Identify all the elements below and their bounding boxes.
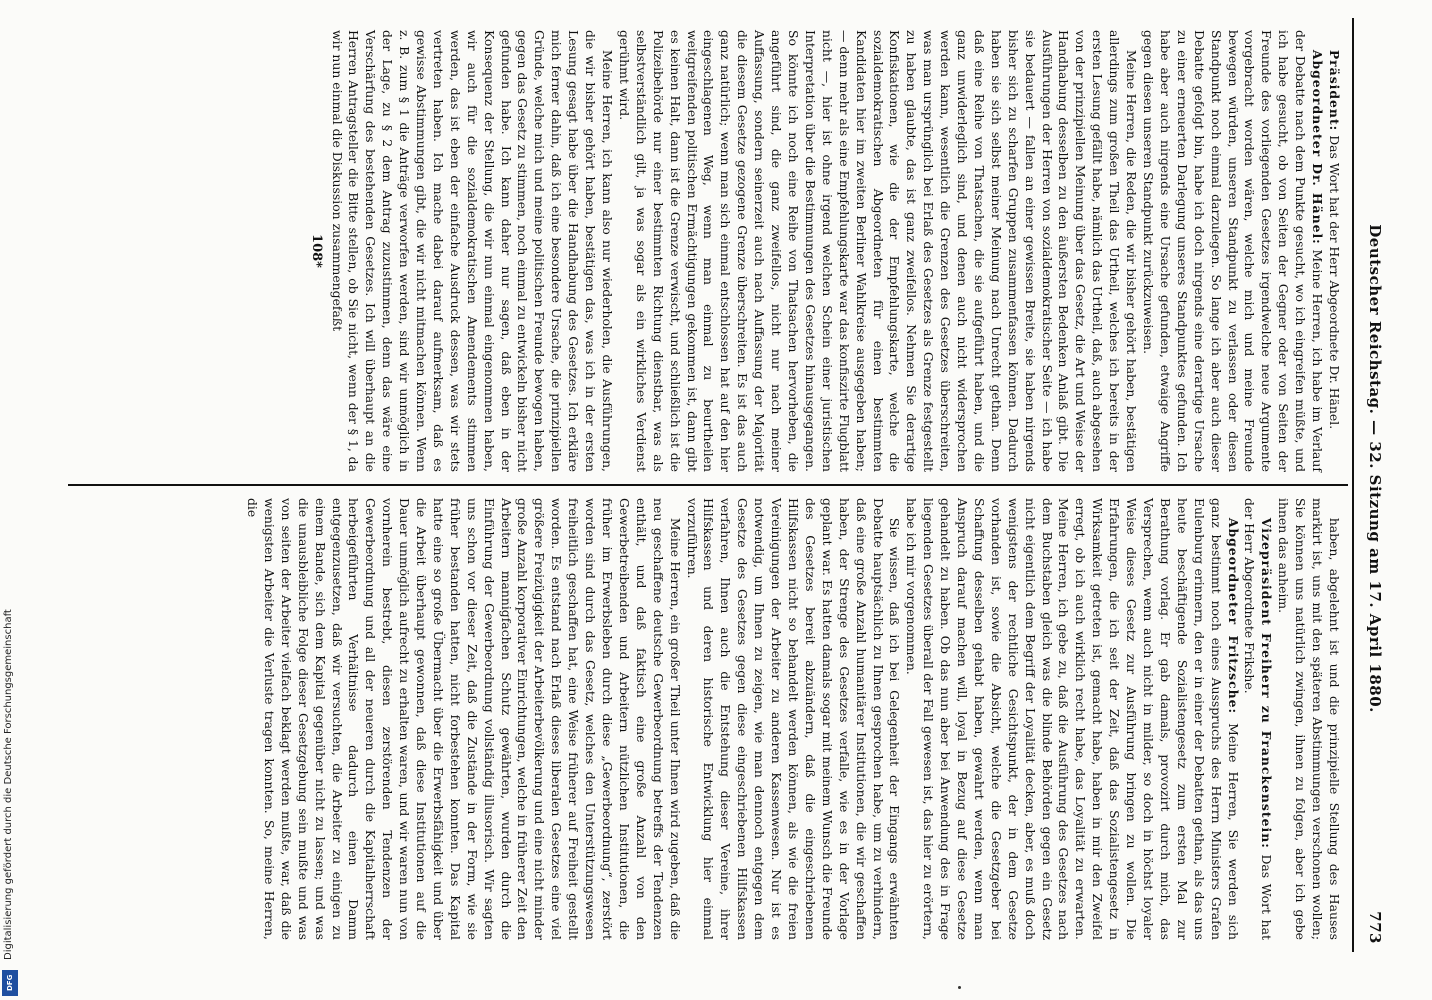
text-columns — [68, 18, 1348, 952]
paragraph — [1325, 30, 1342, 472]
paragraph-text: Meine Herren, die Reden, die wir bisher gehört haben, bestätigen allerdings zum großen Theil das Urtheil, welches ich bereits in der ersten Lesung gefällt habe, nämlich das Urtheil, daß, auch abgesehen von der prinzipiellen Meinung über das Gesetz, die Art und Weise der Handhabung desselben zu den äußersten Bedenken Anlaß gibt. Die Ausführungen der Herren von sozialdemokratischer Seite — ich habe sie bedauert — fallen an einer gewissen Breite, sie haben nirgends bisher sich zu scharfen Gruppen zusammenfassen können. Dadurch haben sie sich selbst meiner Meinung nach Unrecht gethan. Denn daß eine Reihe von Thatsachen, die sie aufgeführt haben, und die ganz unwiderleglich sind, und denen auch nicht widersprochen werden kann, wesentlich die Grenzen des Gesetzes überschreiten, was man ursprünglich bei Erlaß des Gesetzes als Grenze festgestellt zu haben glaubte, das ist ganz zweifellos. Nehmen Sie derartige Konfiskationen, wie die der Empfehlungskarte, welche die sozialdemokratischen Abgeordneten für einen bestimmten Kandidaten hier im zweiten Berliner Wahlkreise ausgegeben haben; — denn mehr als eine Empfehlungskarte war das konfiszirte Flugblatt nicht —, hier ist ohne irgend welchen Schein einer juristischen Interpretation über die Bestimmungen des Gesetzes hinausgegangen. So könnte ich noch eine Reihe von Thatsachen hervorheben, die angeführt sind, die ganz zweifellos, nicht nur nach meiner Auffassung, sondern seinerzeit auch nach Auffassung der Majorität die diesem Gesetze gezogene Grenze überschreiten. Es ist das auch ganz natürlich; wenn man sich einmal entschlossen hat auf den hier eingeschlagenen Weg, wenn man einmal zu beurtheilen weitgreifenden politischen Ermächtigungen gekommen ist, dann gibt es keinen Halt, dann ist die Grenze verwischt, und schließlich ist die Polizeibehörde nur einer bestimmten Richtung dienstbar, was als selbstverständlich gilt, ja was sogar als ein wirkliches Verdienst gerühmt wird. — [616, 30, 1140, 472]
paragraph — [683, 498, 903, 940]
signature-mark: 108* — [308, 234, 324, 268]
paragraph — [615, 30, 1139, 472]
digitization-credit — [0, 0, 22, 1000]
paragraph — [902, 498, 1240, 940]
scan-speck — [958, 986, 961, 989]
paragraph-text: Meine Herren, ich kann also nur wiederholen, die Ausführungen, die wir bisher gehört haben, bestätigen das, was ich in der ersten Lesung gesagt habe über die Handhabung des Gesetzes. Ich erkläre mich ferner dahin, daß ich eine besondere Ursache, die prinzipiellen Gründe, welche mich und meine politischen Freunde bewogen haben, gegen das Gesetz zu stimmen, noch einmal zu entwickeln bisher nicht gefunden habe. Ich kann daher nur sagen, daß eben in der Konsequenz der Stellung, die wir nun einmal eingenommen haben, wir auch für die sozialdemokratischen Amendements stimmen werden, das ist eben der einfache Ausdruck dessen, was wir stets vertreten haben. Ich mache dabei darauf aufmerksam, daß es gewisse Abstimmungen gibt, die wir nicht mitmachen können. Wenn z. B. zum § 1 die Anträge verworfen werden, sind wir unmöglich in der Lage, zu § 2 dem Antrag zuzustimmen, denn das wäre eine Verschärfung des bestehenden Gesetzes. Ich will überhaupt an die Herren Antragsteller die Bitte stellen, ob Sie nicht, wenn der § 1, da wir nun einmal die Diskussion zusammengefaßt — [329, 30, 616, 472]
paragraph-text: Meine Herren, ich habe im Verlauf der Debatte nach dem Punkte gesucht, wo ich eingreifen müßte, und ich habe gesucht, ob von Seiten der Gegner oder von Seiten der Freunde des vorliegenden Gesetzes irgendwelche neue Argumente vorgebracht worden wären, welche mich und meine Freunde bewegen würden, unseren Standpunkt zu verlassen oder diesen Standpunkt noch einmal darzulegen. So lange ich aber auch dieser Debatte gefolgt bin, habe ich doch nirgends eine derartige Ursache zu einer erneuerten Darlegung unseres Standpunktes gefunden. Ich habe aber auch nirgends eine Ursache gefunden, etwaige Angriffe gegen diesen unseren Standpunkt zurückzuweisen. — [1141, 30, 1326, 472]
paragraph-text: Meine Herren, Sie werden sich ganz bestimmt noch eines Ausspruchs des Herrn Ministers Grafen Eulenburg erinnern, den er in einer der Debatten gethan, als das uns heute beschäftigende Sozialistengesetz zum ersten Mal zur Berathung vorlag. Er gab damals, provozirt durch mich, das Versprechen, wenn auch nicht in milder, so doch in höchst loyaler Weise dieses Gesetz zur Ausführung bringen zu wollen. Die Erfahrungen, die ich seit der Zeit, daß das Sozialistengesetz in Wirksamkeit getreten ist, gemacht habe, haben in mir den Zweifel erregt, ob ich auch wirklich recht habe, das Loyalität zu erwarten. Meine Herren, ich gebe zu, daß die Ausführung des Gesetzes nach dem Buchstaben gleich was die blinde Behörden gegen ein Gesetz nicht eigentlich dem Begriff der Loyalität decken, aber, es muß doch wenigstens der rechtliche Gesichtspunkt, der in dem Gesetze vorhanden ist, sowie die Absicht, welche die Gesetzgeber bei Schaffung desselben gehabt haben, gewahrt werden, wenn man Anspruch darauf machen will, loyal in Bezug auf diese Gesetze gehandelt zu haben. Ob das nun aber bei Anwendung des in Frage liegenden Gesetzes überall der Fall gewesen ist, das hier zu erörtern, habe ich mir vorgenommen. — [904, 498, 1241, 940]
paragraph — [1241, 498, 1275, 940]
column-right — [68, 486, 1348, 952]
paragraph-text: haben, abgelehnt ist und die prinzipielle Stellung des Hauses markirt ist, uns mit den späteren Abstimmungen verschonen wollen; Sie können uns natürlich zwingen, ihnen zu folgen, aber ich gebe ihnen das anheim. — [1276, 498, 1342, 940]
speaker-label: Abgeordneter Fritzsche: — [1225, 517, 1241, 715]
header-rule — [1352, 18, 1354, 952]
digitization-credit-text: Digitalisierung gefördert durch die Deutsche Forschungsgemeinschaft — [3, 609, 14, 960]
running-head — [1360, 18, 1384, 952]
speaker-label: Abgeordneter Dr. Hänel: — [1310, 49, 1326, 245]
paragraph-text: Meine Herren, ein großer Theil unter Ihnen wird zugeben, daß die neu geschaffene deutsche Gewerbeordnung betreffs der Tendenzen enthält, und daß faktisch eine große Anzahl von den Gewerbetreibenden und Arbeitern nützlichen Institutionen, die früher im Erwerbsleben durch diese „Gewerbeordnung“, zerstört worden sind durch das Gesetz, welches den Unterstützungswesen freiheitlich geschaffen hat, eine Weise früherer auf Freiheit gestellt worden. Es entstand nach Erlaß dieses liberalen Gesetzes eine viel größere Freizügigkeit der Arbeiterbevölkerung und eine nicht minder große Anzahl korporativer Einrichtungen, welche in früherer Zeit den Arbeitern mannigfachen Schutz gewährten, wurden durch die Einführung der Gewerbeordnung vollständig illusorisch. Wir sagten uns schon vor dieser Zeit, daß die Zustände in der Form, wie sie früher bestanden hatten, nicht forbestehen konnten. Das Kapital hatte eine so große Übermacht über die Erwerbsfähigkeit und über die Arbeit überhaupt gewonnen, daß diese Institutionen auf die Dauer unmöglich aufrecht zu erhalten waren, und wir waren nun von vornherein bestrebt, diesen zerstörenden Tendenzen der Gewerbeordnung und all der neueren durch die Kapitalherrschaft herbeigeführten Verhältnisse dadurch einen Damm entgegenzusetzen, daß wir versuchten, die Arbeiter zu einigen zu einem Bande, sich dem Kapital gegenüber nicht zu lassen; und was die unausbleibliche Folge dieser Gesetzgebung sein mußte und was von seiten der Arbeiter vielfach beklagt werden mußte, war, daß die wenigsten Arbeiter die Verluste tragen konnten. So, meine Herren, die — [245, 498, 683, 940]
paragraph — [328, 30, 615, 472]
rotated-page — [58, 0, 1398, 1000]
paragraph — [1274, 498, 1342, 940]
paragraph-text: Das Wort hat der Herr Abgeordnete Frikshe. — [1242, 498, 1275, 940]
page-number: 773 — [1366, 911, 1384, 944]
dfg-logo: DFG — [2, 970, 18, 996]
paragraph-text: Sie wissen, daß ich bei Gelegenheit der Eingangs erwähnten Debatte hauptsächlich zu Ihnen gesprochen habe, um zu verhindern, daß eine große Anzahl humanitärer Institutionen, die wir geschaffen haben, der Strenge des Gesetzes verfalle, wie es in der Vorlage geplant war. Es hatten damals sogar mit meinem Wunsch die Freunde des Gesetzes bereit abzuändern, daß die eingeschriebenen Hilfskassen nicht so behandelt werden können, als wie die freien Vereinigungen der Arbeiter zu anderen Kassenwesen. Nur ist es notwendig, um Ihnen zu zeigen, wie man dennoch entgegen dem Gesetze des Gesetzes gegen diese eingeschriebenen Hilfskassen verfahren, Ihnen auch die Entstehung dieser Vereine, ihrer Hilfskassen und deren historische Entwicklung hier einmal vorzuführen. — [684, 498, 903, 940]
running-head-title: Deutscher Reichstag. — 32. Sitzung am 17. April 1880. — [1366, 224, 1384, 713]
speaker-label: Präsident: — [1327, 49, 1342, 132]
paragraph — [1139, 30, 1325, 472]
column-left — [68, 18, 1348, 484]
paragraph-text: Das Wort hat der Herr Abgeordnete Dr. Hänel. — [1327, 135, 1342, 430]
speaker-label: Vizepräsident Freiherr zu Franckenstein: — [1259, 517, 1275, 849]
paragraph — [243, 498, 683, 940]
